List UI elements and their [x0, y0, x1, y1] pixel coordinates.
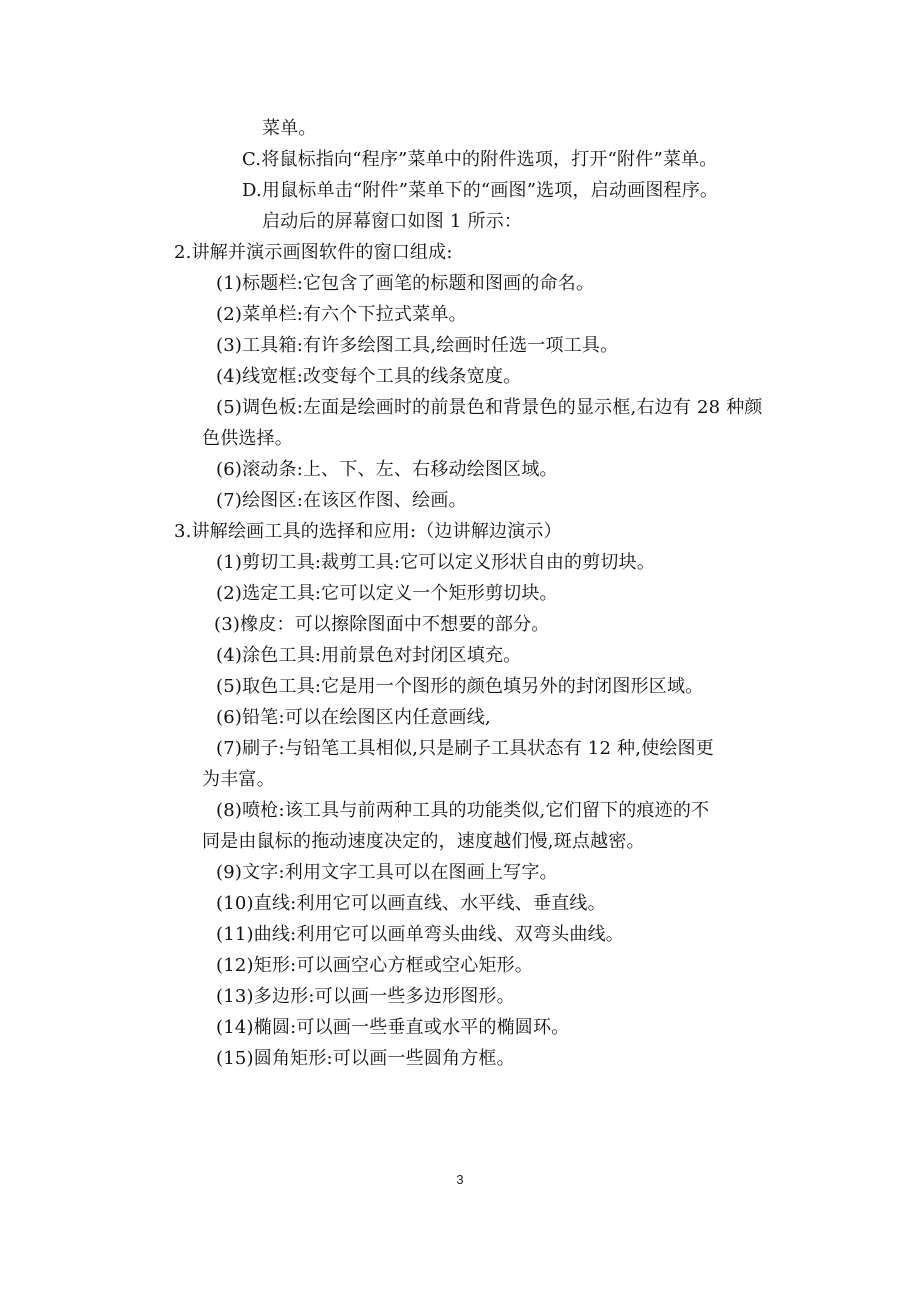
list-item: (4)线宽框:改变每个工具的线条宽度。	[216, 366, 522, 387]
list-item: (5)调色板:左面是绘画时的前景色和背景色的显示框,右边有 28 种颜	[216, 397, 763, 418]
list-item: (8)喷枪:该工具与前两种工具的功能类似,它们留下的痕迹的不	[216, 800, 710, 821]
list-item: (5)取色工具:它是用一个图形的颜色填另外的封闭图形区域。	[216, 676, 704, 697]
list-item-continuation: 色供选择。	[202, 428, 293, 449]
list-item: (9)文字:利用文字工具可以在图画上写字。	[216, 862, 558, 883]
list-item: (2)菜单栏:有六个下拉式菜单。	[216, 304, 467, 325]
text-line: 启动后的屏幕窗口如图 1 所示：	[262, 211, 523, 232]
list-item: (1)剪切工具:裁剪工具:它可以定义形状自由的剪切块。	[216, 552, 656, 573]
text-line: D.用鼠标单击“附件”菜单下的“画图”选项，启动画图程序。	[242, 180, 719, 201]
list-item: (7)绘图区:在该区作图、绘画。	[216, 490, 467, 511]
list-item: (11)曲线:利用它可以画单弯头曲线、双弯头曲线。	[216, 924, 625, 945]
list-item: (4)涂色工具:用前景色对封闭区填充。	[216, 645, 522, 666]
list-item: (10)直线:利用它可以画直线、水平线、垂直线。	[216, 893, 606, 914]
list-item: (6)滚动条:上、下、左、右移动绘图区域。	[216, 459, 558, 480]
list-item: (3)工具箱:有许多绘图工具,绘画时任选一项工具。	[216, 335, 619, 356]
list-item: (13)多边形:可以画一些多边形图形。	[216, 986, 515, 1007]
list-item: (2)选定工具:它可以定义一个矩形剪切块。	[216, 583, 558, 604]
list-item-continuation: 同是由鼠标的拖动速度决定的，速度越们慢,斑点越密。	[202, 831, 645, 852]
list-item: (12)矩形:可以画空心方框或空心矩形。	[216, 955, 534, 976]
list-item: (7)刷子:与铅笔工具相似,只是刷子工具状态有 12 种,使绘图更	[216, 738, 714, 759]
section-heading: 3.讲解绘画工具的选择和应用:（边讲解边演示）	[174, 521, 562, 542]
page-number: 3	[456, 1172, 464, 1187]
list-item: (15)圆角矩形:可以画一些圆角方框。	[216, 1048, 515, 1069]
section-heading: 2.讲解并演示画图软件的窗口组成:	[174, 242, 453, 263]
list-item: (1)标题栏:它包含了画笔的标题和图画的命名。	[216, 273, 595, 294]
text-line: C.将鼠标指向“程序”菜单中的附件选项，打开“附件”菜单。	[242, 149, 718, 170]
list-item: (6)铅笔:可以在绘图区内任意画线,	[216, 707, 491, 728]
text-line: 菜单。	[262, 118, 317, 139]
list-item-continuation: 为丰富。	[202, 769, 275, 790]
list-item: (3)橡皮：可以擦除图面中不想要的部分。	[214, 614, 550, 635]
list-item: (14)椭圆:可以画一些垂直或水平的椭圆环。	[216, 1017, 570, 1038]
